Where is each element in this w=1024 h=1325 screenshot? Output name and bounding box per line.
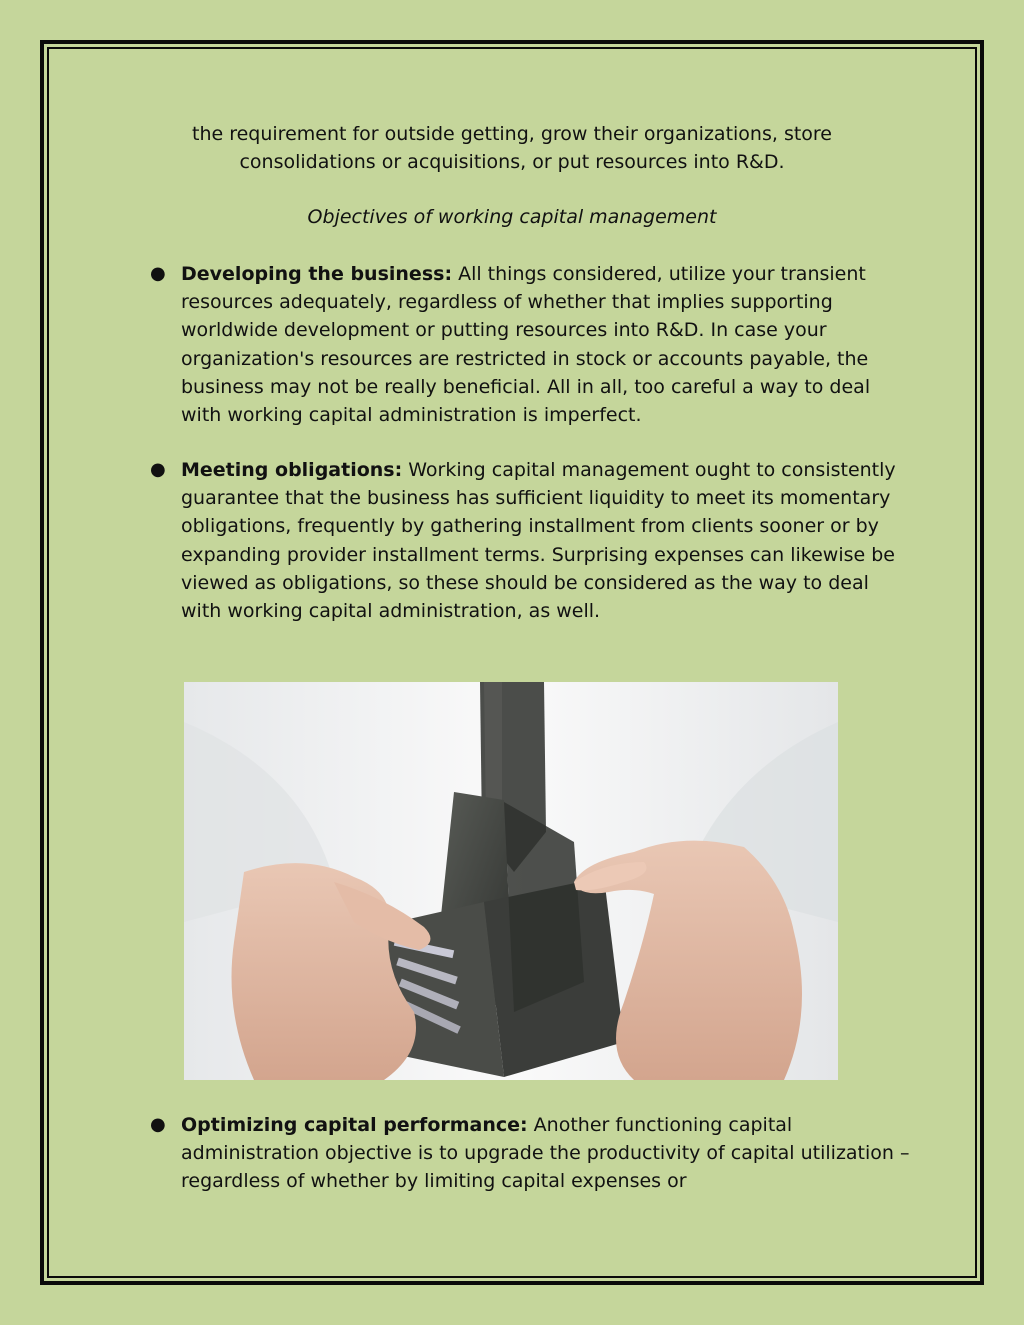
list-item bbox=[150, 456, 910, 625]
bullet-body: Working capital management ought to consistently guarantee that the business has sufficient liquidity to meet its momentary obligations, frequently by gathering installment from clients sooner or by expanding provider installment terms. Surprising expenses can likewise be viewed as obligations, so these should be considered as the way to deal with working capital administration, as well. bbox=[181, 459, 896, 623]
section-subheading: Objectives of working capital management bbox=[307, 206, 717, 228]
bullet-body: Another functioning capital administration objective is to upgrade the productivity of capital utilization – regardless of whether by limiting capital expenses or bbox=[181, 1114, 910, 1193]
bullet-title: Meeting obligations: bbox=[181, 459, 403, 481]
intro-paragraph: the requirement for outside getting, grow their organizations, store consolidations or acquisitions, or put resources into R&D. bbox=[192, 123, 832, 173]
list-item bbox=[150, 1111, 910, 1196]
bullet-marker: ● bbox=[150, 459, 166, 480]
bullet-body: All things considered, utilize your transient resources adequately, regardless of whether that implies supporting worldwide development or putting resources into R&D. In case your organization's resources are restricted in stock or accounts payable, the business may not be really beneficial. All in all, too careful a way to deal with working capital administration is imperfect. bbox=[181, 263, 871, 427]
bullet-marker: ● bbox=[150, 1114, 166, 1135]
empty-wallet-photo bbox=[184, 682, 838, 1080]
list-item bbox=[150, 260, 910, 429]
bullet-text bbox=[181, 260, 910, 429]
bullet-title: Optimizing capital performance: bbox=[181, 1114, 528, 1136]
bullet-marker: ● bbox=[150, 263, 166, 284]
bullet-text bbox=[181, 456, 910, 625]
bullet-title: Developing the business: bbox=[181, 263, 453, 285]
bullet-text bbox=[181, 1111, 910, 1196]
